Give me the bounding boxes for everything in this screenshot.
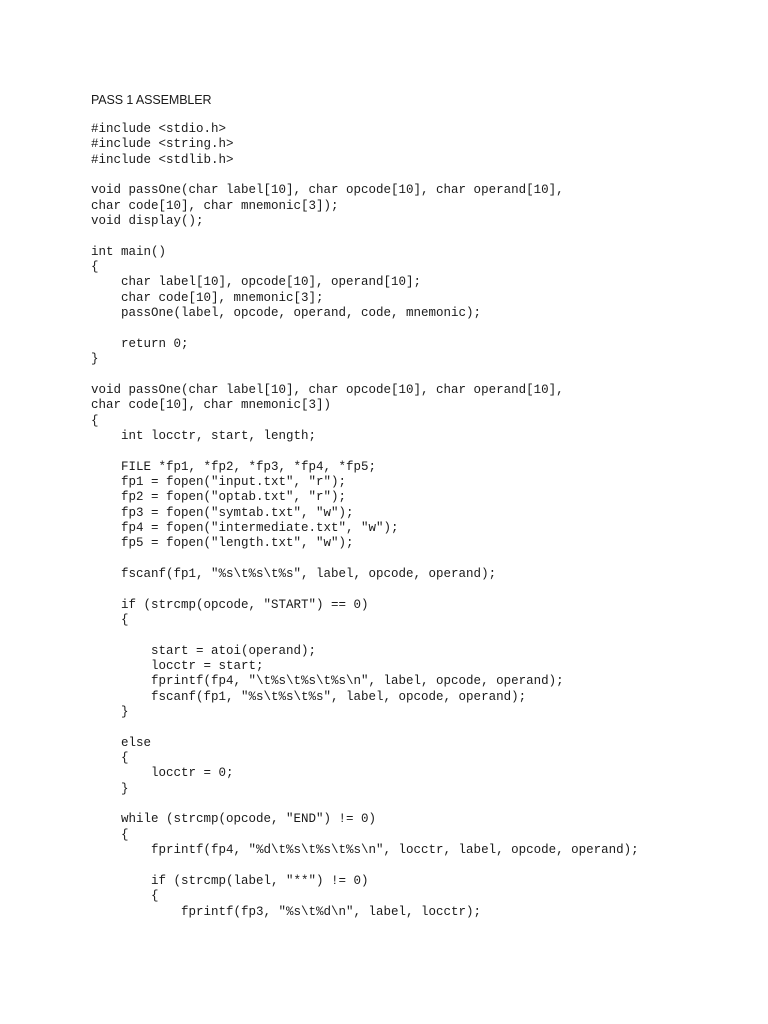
code-line	[91, 444, 639, 459]
code-line: fscanf(fp1, "%s\t%s\t%s", label, opcode, operand);	[91, 689, 527, 704]
code-line: char code[10], char mnemonic[3])	[91, 398, 332, 413]
code-line	[91, 229, 639, 244]
code-line: fp1 = fopen("input.txt", "r");	[91, 474, 347, 489]
code-line: char label[10], opcode[10], operand[10];	[91, 275, 422, 290]
code-line	[91, 628, 639, 643]
code-line: if (strcmp(label, "**") != 0)	[91, 873, 369, 888]
code-line: char code[10], mnemonic[3];	[91, 290, 324, 305]
code-line: {	[91, 413, 99, 428]
code-line: int main()	[91, 244, 167, 259]
code-line: }	[91, 781, 129, 796]
code-line: }	[91, 352, 99, 367]
code-line: #include <string.h>	[91, 137, 234, 152]
code-line: passOne(label, opcode, operand, code, mnemonic);	[91, 306, 482, 321]
code-line: start = atoi(operand);	[91, 643, 317, 658]
code-line: fp4 = fopen("intermediate.txt", "w");	[91, 520, 399, 535]
code-line	[91, 720, 639, 735]
code-line	[91, 368, 639, 383]
code-line: #include <stdio.h>	[91, 122, 227, 136]
code-line: {	[91, 613, 129, 627]
code-line: fprintf(fp4, "%d\t%s\t%s\t%s\n", locctr, label, opcode, operand);	[91, 843, 639, 858]
code-line	[91, 859, 639, 874]
code-line: else	[91, 735, 152, 750]
code-line: if (strcmp(opcode, "START") == 0)	[91, 597, 369, 612]
code-line: return 0;	[91, 336, 189, 351]
code-line: FILE *fp1, *fp2, *fp3, *fp4, *fp5;	[91, 459, 377, 474]
code-line	[91, 582, 639, 597]
code-line	[91, 321, 639, 336]
code-block	[91, 122, 639, 920]
code-line: fp2 = fopen("optab.txt", "r");	[91, 490, 347, 505]
code-line: void passOne(char label[10], char opcode[10], char operand[10],	[91, 382, 564, 397]
code-line: void display();	[91, 214, 204, 229]
code-line: locctr = start;	[91, 659, 264, 674]
code-line	[91, 552, 639, 567]
code-line: while (strcmp(opcode, "END") != 0)	[91, 812, 377, 827]
code-line: }	[91, 705, 129, 720]
code-line: fprintf(fp3, "%s\t%d\n", label, locctr);	[91, 904, 482, 919]
code-line: locctr = 0;	[91, 766, 234, 781]
code-line: {	[91, 751, 129, 766]
code-line: {	[91, 889, 159, 904]
document-title: PASS 1 ASSEMBLER	[91, 93, 212, 107]
code-line: fp3 = fopen("symtab.txt", "w");	[91, 505, 354, 520]
code-line	[91, 168, 639, 183]
code-line: fprintf(fp4, "\t%s\t%s\t%s\n", label, opcode, operand);	[91, 674, 564, 689]
code-line: {	[91, 260, 99, 275]
code-line: char code[10], char mnemonic[3]);	[91, 198, 339, 213]
code-line: int locctr, start, length;	[91, 428, 317, 443]
code-line: {	[91, 827, 129, 842]
code-line: #include <stdlib.h>	[91, 152, 234, 167]
code-line	[91, 797, 639, 812]
code-line: void passOne(char label[10], char opcode[10], char operand[10],	[91, 183, 564, 198]
code-line: fscanf(fp1, "%s\t%s\t%s", label, opcode, operand);	[91, 566, 497, 581]
code-line: fp5 = fopen("length.txt", "w");	[91, 536, 354, 551]
